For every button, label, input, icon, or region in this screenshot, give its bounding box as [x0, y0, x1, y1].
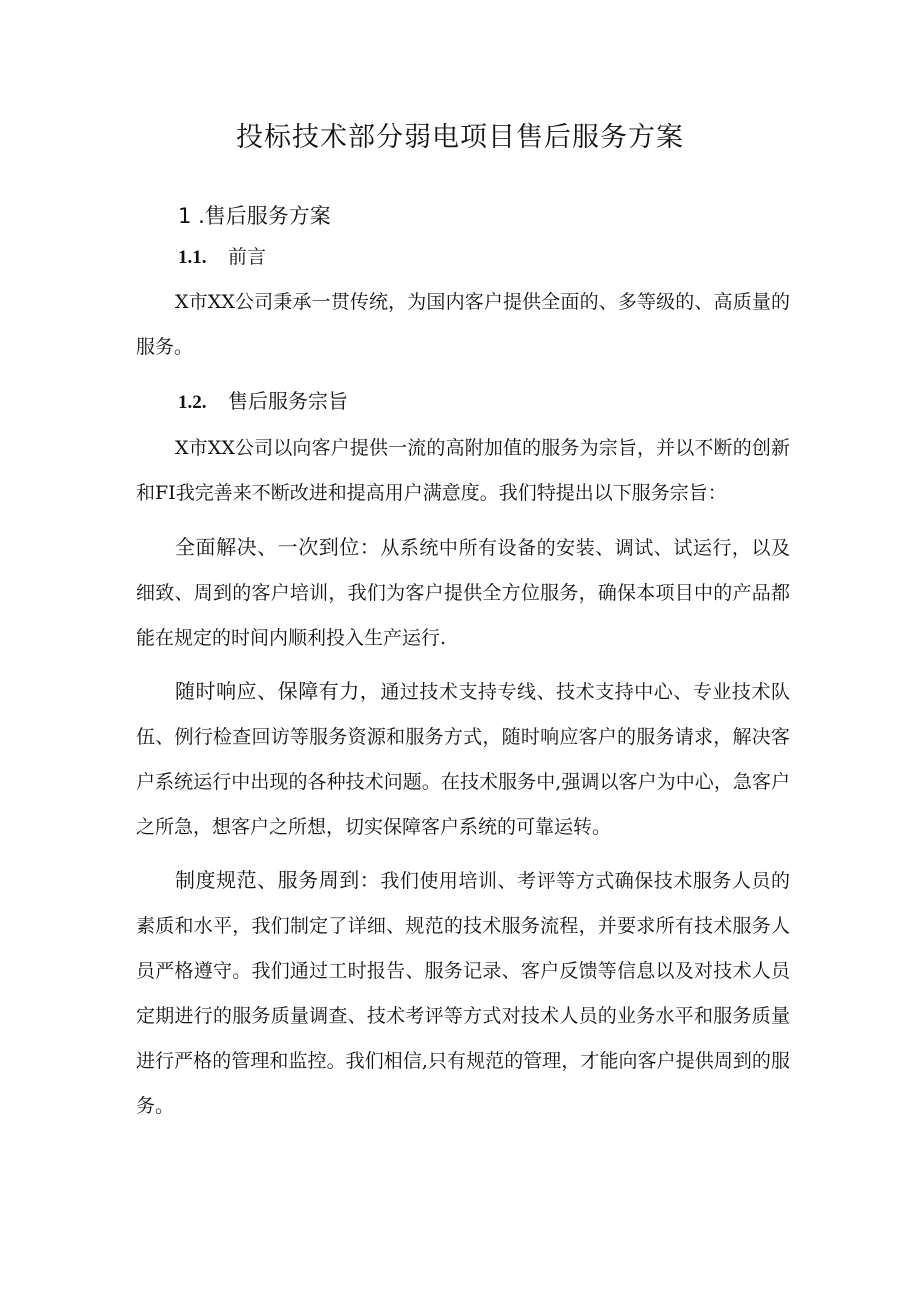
principle-lead: 全面解决、一次到位：: [175, 535, 381, 559]
principle-paragraph: [136, 669, 790, 850]
principle-text: 我们使用培训、考评等方式确保技术服务人员的素质和水平，我们制定了详细、规范的技术服务流程，并要求所有技术服务人员严格遵守。我们通过工时报告、服务记录、客户反馈等信息以及对技术人员定期进行的服务质量调查、技术考评等方式对技术人员的业务水平和服务质量进行严格的管理和监控。我们相信,只有规范的管理，才能向客户提供周到的服务。: [136, 870, 790, 1117]
principle-paragraph: [136, 858, 790, 1129]
section-number: 1: [178, 204, 192, 228]
section-label: 前言: [228, 246, 267, 268]
section-number: 1.2.: [178, 392, 207, 413]
section-number: 1.1.: [178, 247, 207, 268]
section-label: 售后服务宗旨: [228, 389, 348, 413]
principle-lead: 制度规范、服务周到：: [175, 868, 381, 892]
purpose-paragraph: X市XX公司以向客户提供一流的高附加值的服务为宗旨，并以不断的创新和FI我完善来不断改进和提高用户满意度。我们特提出以下服务宗旨：: [136, 437, 790, 504]
document-title: 投标技术部分弱电项目售后服务方案: [236, 122, 684, 153]
section-heading-1-2: [178, 386, 348, 418]
preface-paragraph: X市XX公司秉承一贯传统，为国内客户提供全面的、多等级的、高质量的服务。: [136, 291, 790, 358]
section-label: .售后服务方案: [198, 204, 331, 228]
principle-paragraph: [136, 525, 790, 661]
section-heading-1: [178, 200, 331, 232]
section-heading-1-1: [178, 242, 266, 273]
principle-lead: 随时响应、保障有力，: [175, 679, 381, 703]
principle-text: 从系统中所有设备的安装、调试、试运行，以及细致、周到的客户培训，我们为客户提供全方位服务，确保本项目中的产品都能在规定的时间内顺利投入生产运行.: [136, 537, 790, 649]
principle-text: 通过技术支持专线、技术支持中心、专业技术队伍、例行检查回访等服务资源和服务方式，随时响应客户的服务请求，解决客户系统运行中出现的各种技术问题。在技术服务中,强调以客户为中心，急客户之所急，想客户之所想，切实保障客户系统的可靠运转。: [136, 681, 790, 838]
